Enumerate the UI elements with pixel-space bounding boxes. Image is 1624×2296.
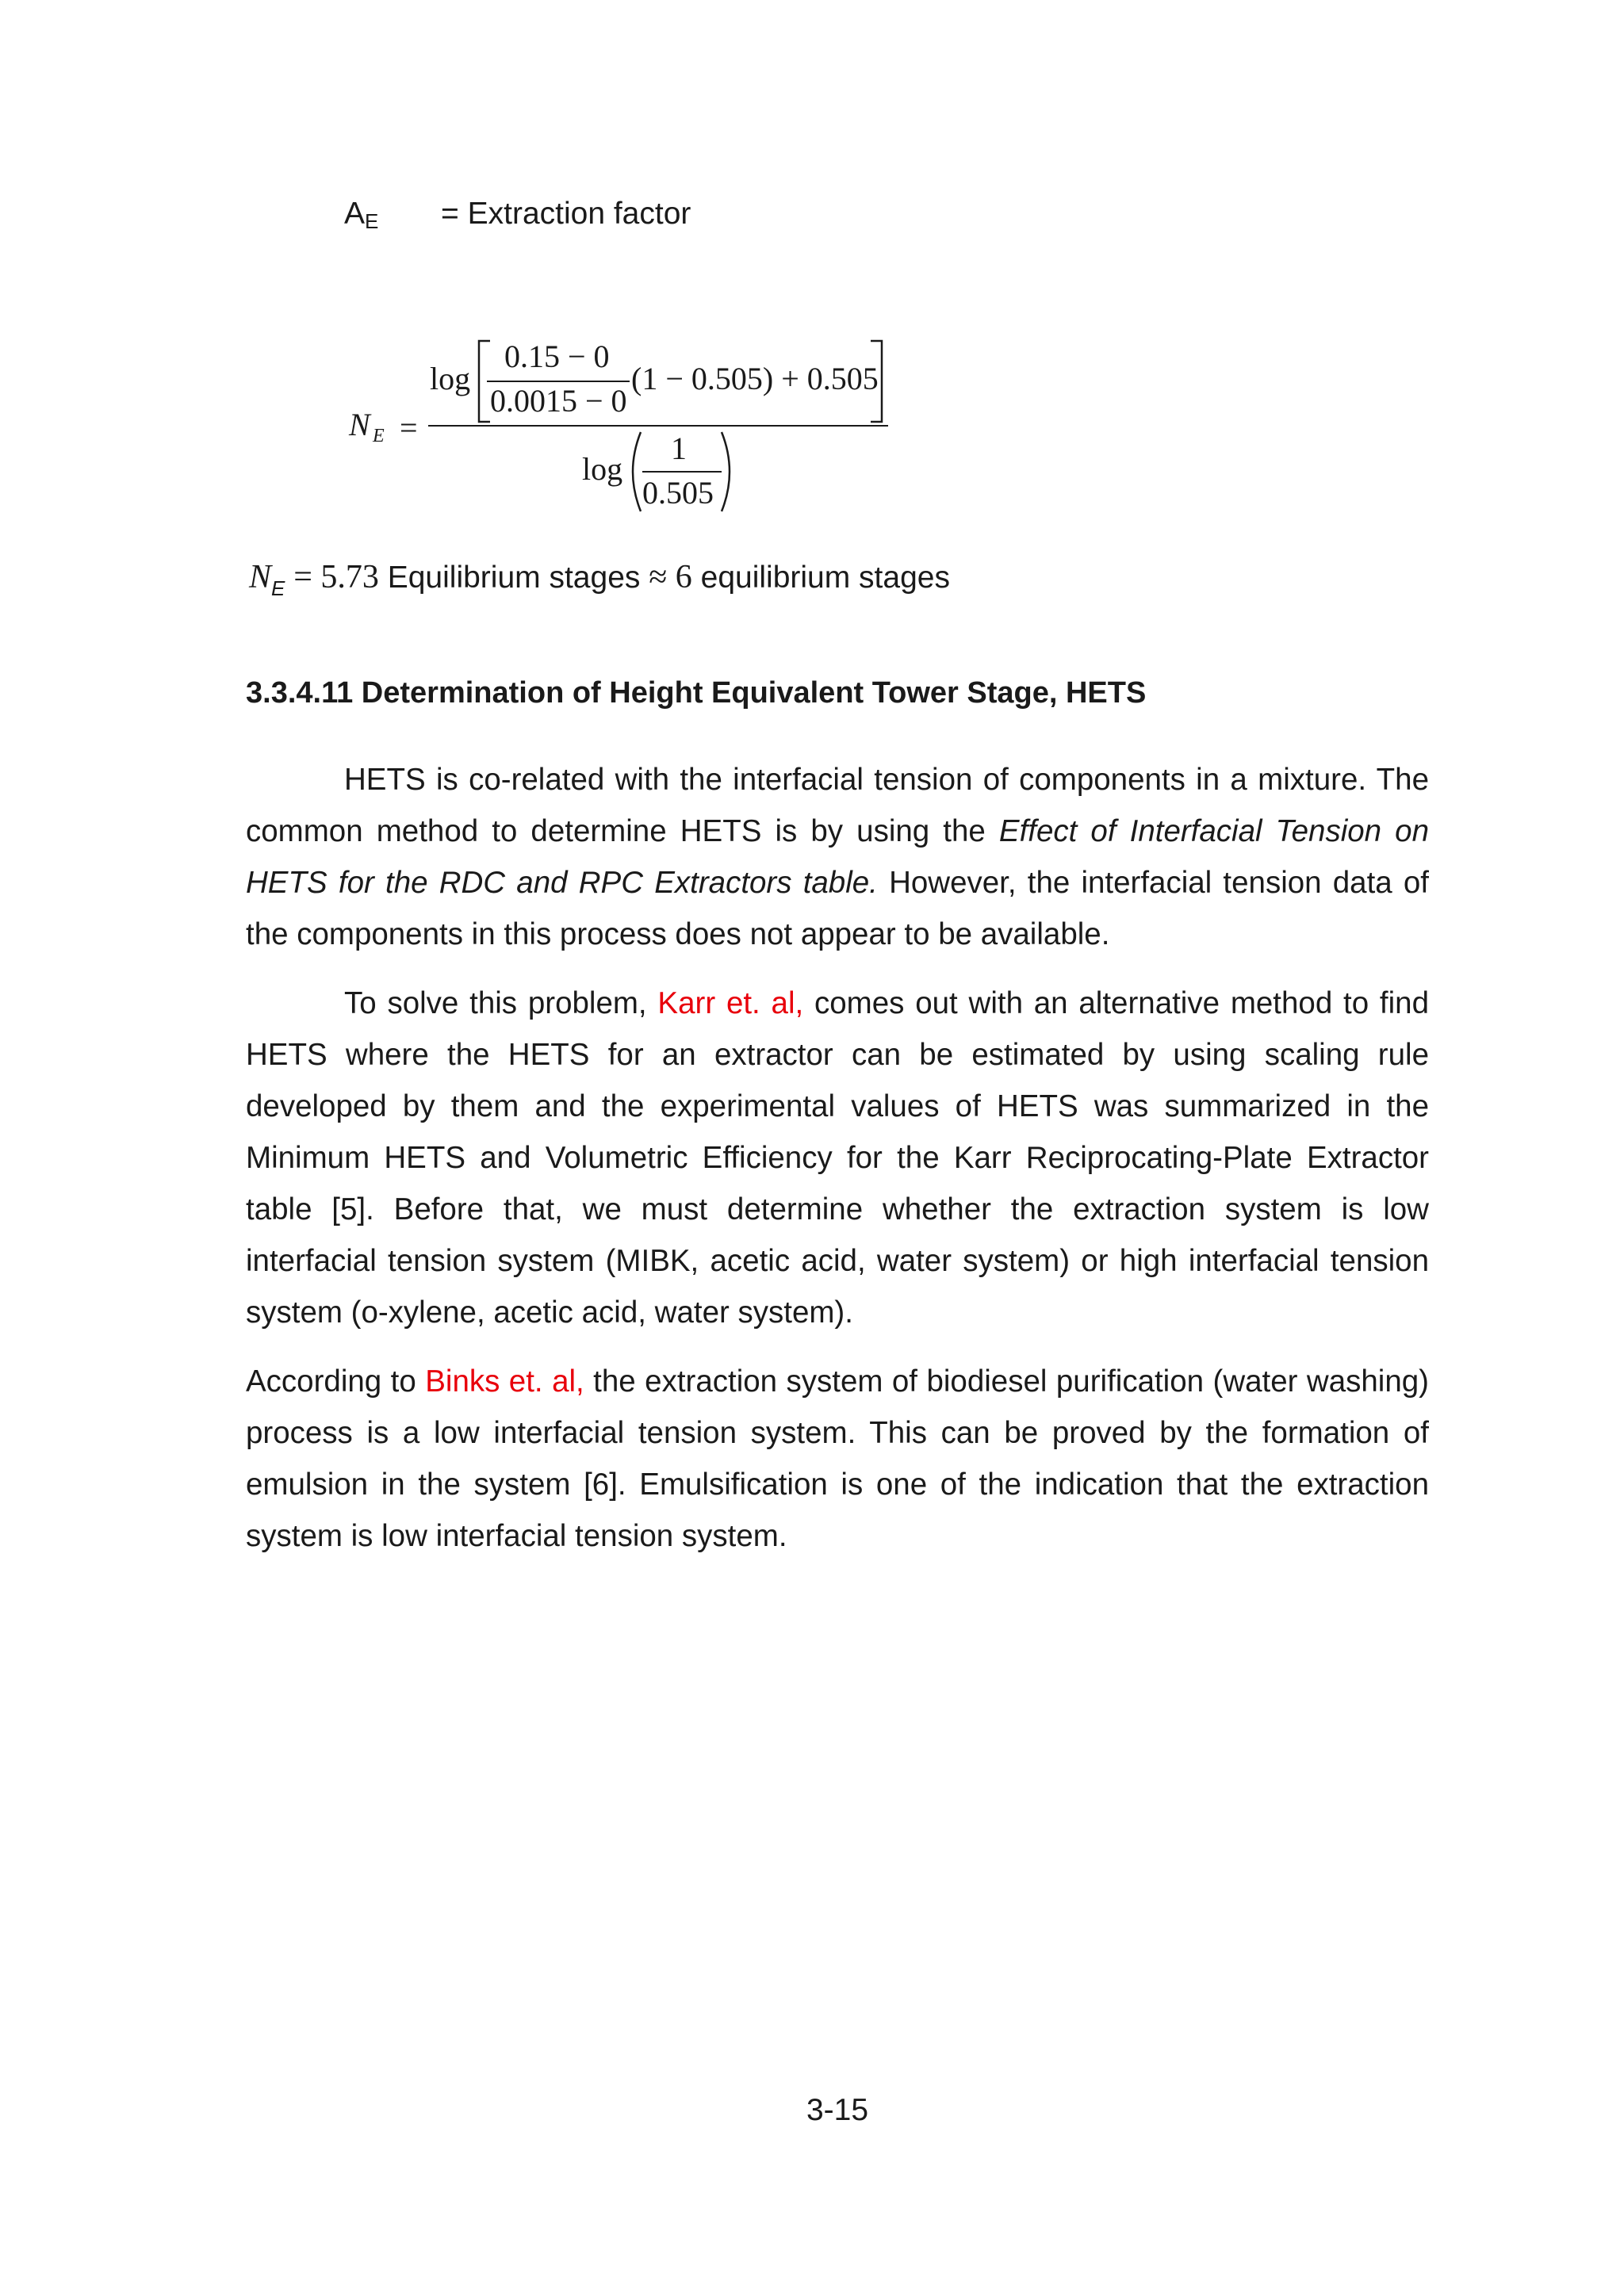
page-number: 3-15 [806,2093,869,2127]
result-text-2: equilibrium stages [700,561,950,595]
right-paren-icon [717,430,741,514]
result-lhs: N [249,559,272,595]
numerator-tail: (1 − 0.505) + 0.505 [631,361,879,396]
numerator-fraction-bar [487,381,630,382]
numerator-fraction-bottom: 0.0015 − 0 [490,383,627,419]
citation-karr: Karr et. al, [657,986,804,1020]
paragraph-1 [246,754,1429,960]
paragraph-1-text-2: However, the interfacial tension data of the components in this process does not appear to be available. [246,866,1429,951]
right-bracket-icon [868,339,887,423]
equation-lhs: N [349,407,370,442]
definition-text: = Extraction factor [441,197,691,231]
section-heading: 3.3.4.11 Determination of Height Equivalent Tower Stage, HETS [246,676,1147,710]
equation-lhs-subscript: E [373,426,385,446]
equation-equals: = [400,410,418,446]
paragraph-1-text-1: HETS is co-related with the interfacial tension of components in a mixture. The common method to determine HETS is by using the [246,763,1429,848]
paragraph-2-text-2: comes out with an alternative method to find HETS where the HETS for an extractor can be estimated by using scaling rule developed by them and the experimental values of HETS was summarized in the Minimum HETS and Volumetric Efficiency for the Karr Reciprocating-Plate Extractor table [5]. Before that, we must determine whether the extraction system is low interfacial tension system (MIBK, acetic acid, water system) or high interfacial tension system (o-xylene, acetic acid, water system). [246,986,1429,1330]
result-value: = 5.73 [293,559,379,595]
definition-symbol-subscript: E [365,209,379,233]
equation-ne [0,317,1624,523]
paragraph-2-text-1: To solve this problem, [344,986,658,1020]
paragraph-3-text-2: the extraction system of biodiesel purification (water washing) process is a low interfacial tension system. This can be proved by the formation of emulsion in the system [6]. Emulsification is one of the indication that the extraction system is low interfacial tension system. [246,1364,1429,1553]
definition-symbol-letter: A [344,197,366,231]
result-approx: ≈ 6 [649,559,692,595]
paragraph-1-table-title: Effect of Interfacial Tension on HETS for the RDC and RPC Extractors table. [246,814,1429,900]
denominator-fraction-top: 1 [671,430,687,466]
result-lhs-subscript: E [271,576,285,600]
denominator-fraction-bottom: 0.505 [642,475,714,511]
denominator-fraction-bar [642,471,722,473]
paragraph-3 [246,1356,1429,1562]
result-line [249,555,950,610]
result-text-1: Equilibrium stages [387,561,641,595]
definition-symbol [344,195,378,240]
paragraph-2 [246,978,1429,1338]
citation-binks: Binks et. al, [425,1364,584,1399]
denominator-log: log [582,451,623,487]
numerator-fraction-top: 0.15 − 0 [504,339,610,374]
main-fraction-bar [428,425,888,427]
paragraph-3-text-1: According to [246,1364,426,1399]
numerator-log: log [430,361,471,396]
